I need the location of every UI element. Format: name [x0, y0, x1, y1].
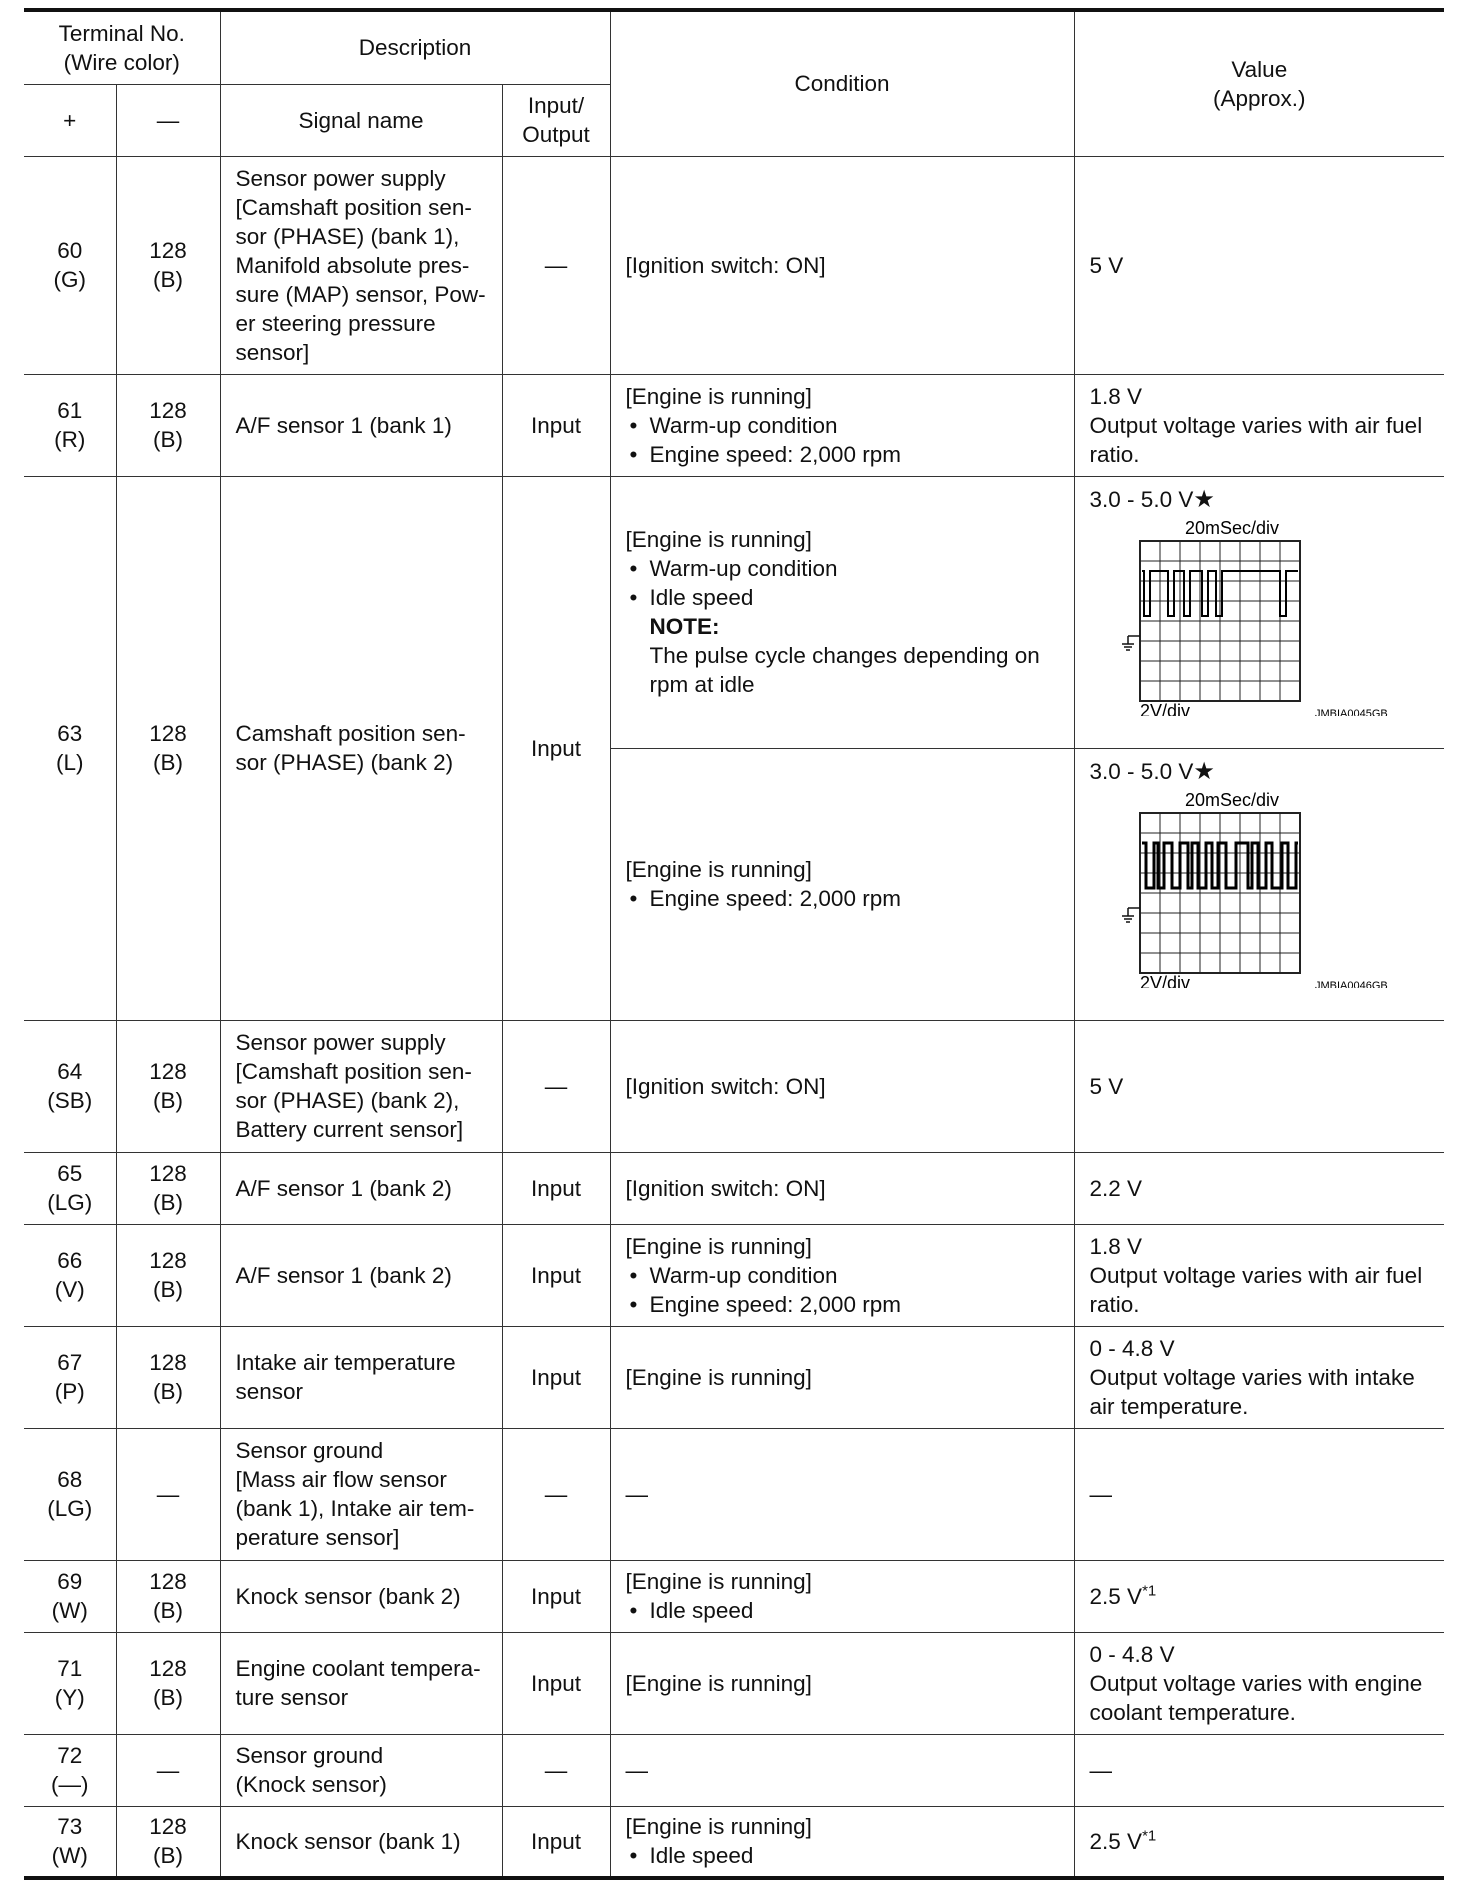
plus-terminal-cell: [24, 156, 116, 374]
plus-terminal-cell-wire-color: (LG): [47, 1190, 93, 1215]
footnote-ref: *1: [1142, 1582, 1157, 1599]
signal-name-cell: [220, 1224, 502, 1326]
plus-terminal-cell-number: 60: [57, 238, 83, 263]
value-cell: [1074, 1428, 1444, 1560]
minus-terminal-cell-wire-color: (B): [153, 1843, 183, 1869]
plus-terminal-cell-number: 72: [57, 1743, 83, 1768]
signal-name-text: A/F sensor 1 (bank 2): [235, 1175, 452, 1201]
minus-terminal-cell-wire-color: (B): [153, 427, 183, 452]
value-cell: [1074, 1224, 1444, 1326]
plus-terminal-cell-wire-color: (V): [54, 1277, 85, 1302]
figure-id: JMBIA0046GB: [1314, 979, 1388, 988]
plus-header: +: [24, 84, 116, 156]
plus-terminal-cell: [24, 1806, 116, 1878]
condition-cell: [610, 1152, 1074, 1224]
plus-terminal-cell-wire-color: (—): [51, 1772, 89, 1797]
input-output-cell: Input: [502, 1560, 610, 1632]
signal-name-cell: [220, 156, 502, 374]
value-main: 3.0 - 5.0 V: [1089, 486, 1194, 512]
value-text: [1090, 1827, 1437, 1856]
minus-terminal-cell: [116, 156, 220, 374]
input-output-cell: —: [502, 1428, 610, 1560]
condition-text: [Engine is running]: [625, 1670, 812, 1696]
time-division-label: 20mSec/div: [1184, 517, 1279, 538]
minus-terminal-cell-number: 128: [149, 1059, 187, 1084]
minus-terminal-cell: [116, 374, 220, 476]
table-row: [24, 1560, 1444, 1632]
value-header: [1074, 10, 1444, 156]
condition-text: [Ignition switch: ON]: [625, 252, 826, 278]
value-main: 2.5 V: [1089, 1583, 1143, 1609]
signal-name-header: Signal name: [220, 84, 502, 156]
signal-name-text: A/F sensor 1 (bank 1): [235, 412, 452, 438]
value-text: 1.8 V: [1089, 383, 1143, 409]
plus-terminal-cell-wire-color: (R): [54, 427, 86, 452]
plus-terminal-cell: [24, 476, 116, 1020]
minus-header: —: [116, 84, 220, 156]
condition-header: Condition: [610, 10, 1074, 156]
star-icon: ★: [1193, 757, 1215, 785]
signal-name-text: Manifold absolute pres-: [235, 252, 470, 278]
condition-bullet: • Engine speed: 2,000 rpm: [626, 1290, 1066, 1319]
signal-name-text: sor (PHASE) (bank 1),: [235, 223, 460, 249]
value-text: Output voltage varies with engine: [1089, 1670, 1423, 1696]
minus-terminal-cell-wire-color: (B): [153, 1190, 183, 1215]
signal-name-cell: [220, 1806, 502, 1878]
input-output-cell: Input: [502, 1806, 610, 1878]
signal-name-text: Camshaft position sen-: [235, 721, 466, 746]
value-cell: [1074, 1632, 1444, 1734]
plus-terminal-cell-wire-color: (G): [53, 267, 86, 292]
waveform-value: [1090, 485, 1435, 514]
value-text: 0 - 4.8 V: [1089, 1335, 1175, 1361]
value-cell: [1074, 1020, 1444, 1152]
value-cell: [1074, 1806, 1444, 1878]
plus-terminal-cell-number: 68: [57, 1467, 83, 1492]
condition-cell: [610, 1560, 1074, 1632]
value-cell: [1074, 374, 1444, 476]
output-label: Output: [522, 122, 590, 147]
condition-heading: [Engine is running]: [625, 1814, 812, 1840]
signal-name-text: [Camshaft position sen-: [235, 194, 472, 220]
star-icon: ★: [1193, 485, 1215, 513]
condition-cell: [610, 1806, 1074, 1878]
minus-terminal-cell-number: 128: [149, 1161, 187, 1186]
condition-heading: [Engine is running]: [625, 1569, 812, 1594]
condition-bullet: • Warm-up condition: [626, 411, 1066, 440]
scope-grid: [1140, 813, 1300, 973]
plus-terminal-cell-number: 64: [57, 1059, 83, 1084]
time-division-label: 20mSec/div: [1184, 789, 1279, 810]
signal-name-cell: [220, 374, 502, 476]
signal-name-text: sensor]: [235, 339, 310, 365]
footnote-ref: *1: [1142, 1827, 1157, 1845]
table-row: [24, 156, 1444, 374]
plus-terminal-cell-number: 67: [57, 1350, 83, 1375]
minus-terminal-cell: [116, 476, 220, 1020]
table-row: [24, 1326, 1444, 1428]
condition-bullet: • Idle speed: [626, 1841, 1066, 1870]
condition-cell: [610, 1734, 1074, 1806]
terminal-spec-sheet: [24, 8, 1444, 1880]
note-text: rpm at idle: [649, 672, 755, 697]
note-label: NOTE:: [649, 614, 720, 639]
minus-terminal-cell-wire-color: (B): [153, 1088, 183, 1113]
input-output-cell: —: [502, 1734, 610, 1806]
condition-text: [Ignition switch: ON]: [625, 1073, 826, 1099]
wire-color-label: (Wire color): [63, 49, 180, 75]
condition-cell: [610, 374, 1074, 476]
plus-terminal-cell-number: 63: [57, 721, 83, 746]
signal-name-text: (bank 1), Intake air tem-: [235, 1496, 475, 1521]
signal-name-cell: [220, 1560, 502, 1632]
plus-terminal-cell: [24, 374, 116, 476]
signal-name-text: Knock sensor (bank 2): [235, 1583, 461, 1609]
minus-terminal-cell: [116, 1224, 220, 1326]
condition-heading: [Engine is running]: [625, 857, 812, 882]
minus-terminal-cell: [116, 1560, 220, 1632]
table-row: [24, 374, 1444, 476]
signal-name-text: perature sensor]: [235, 1525, 400, 1550]
value-text: 2.2 V: [1089, 1175, 1143, 1201]
value-text: Output voltage varies with air fuel: [1089, 412, 1423, 438]
condition-text: [Engine is running]: [625, 1364, 812, 1390]
condition-cell: [610, 476, 1074, 748]
plus-terminal-cell: [24, 1560, 116, 1632]
condition-bullet: • Engine speed: 2,000 rpm: [626, 440, 1066, 469]
minus-terminal-cell-wire-color: (B): [153, 267, 183, 292]
minus-terminal-cell-number: 128: [149, 1350, 187, 1375]
value-text: air temperature.: [1089, 1393, 1249, 1419]
input-output-cell: Input: [502, 1224, 610, 1326]
input-output-cell: Input: [502, 476, 610, 1020]
header-row-1: [24, 10, 1444, 84]
table-row: [24, 1632, 1444, 1734]
condition-cell: [610, 1020, 1074, 1152]
plus-terminal-cell: [24, 1734, 116, 1806]
terminal-spec-table: [24, 8, 1444, 1880]
condition-cell: [610, 1326, 1074, 1428]
minus-terminal-cell: [116, 1152, 220, 1224]
plus-terminal-cell-wire-color: (LG): [47, 1496, 93, 1521]
minus-terminal-cell: [116, 1632, 220, 1734]
plus-terminal-cell: [24, 1152, 116, 1224]
signal-name-text: (Knock sensor): [235, 1772, 387, 1797]
plus-terminal-cell: [24, 1632, 116, 1734]
input-output-cell: Input: [502, 1632, 610, 1734]
signal-name-cell: [220, 476, 502, 1020]
plus-terminal-cell: [24, 1020, 116, 1152]
scope-grid: [1140, 541, 1300, 701]
note-text: The pulse cycle changes depending on: [649, 643, 1040, 668]
plus-terminal-cell-number: 61: [57, 398, 83, 423]
minus-terminal-cell-number: 128: [149, 1656, 187, 1681]
ground-icon: [1122, 908, 1140, 922]
waveform-figure-1: [1090, 788, 1435, 988]
minus-terminal-cell-number: 128: [149, 1814, 187, 1840]
value-main: 2.5 V: [1089, 1828, 1143, 1854]
value-text: [1090, 1582, 1437, 1611]
minus-terminal-cell-number: 128: [149, 398, 187, 423]
waveform-value: [1090, 757, 1435, 786]
value-cell: [1074, 156, 1444, 374]
condition-text: —: [625, 1757, 649, 1783]
value-text: 0 - 4.8 V: [1089, 1641, 1175, 1667]
condition-heading: [Engine is running]: [625, 1233, 812, 1259]
signal-name-text: Sensor ground: [235, 1743, 384, 1768]
table-row: [24, 1224, 1444, 1326]
signal-name-text: A/F sensor 1 (bank 2): [235, 1262, 452, 1288]
plus-terminal-cell: [24, 1224, 116, 1326]
value-text: 5 V: [1089, 252, 1124, 278]
terminal-no-header: [24, 10, 220, 84]
plus-terminal-cell: [24, 1428, 116, 1560]
signal-name-text: er steering pressure: [235, 310, 436, 336]
table-row: [24, 1020, 1444, 1152]
signal-name-text: Sensor power supply: [235, 1030, 446, 1055]
plus-terminal-cell-wire-color: (SB): [47, 1088, 93, 1113]
input-output-cell: —: [502, 156, 610, 374]
minus-terminal-cell-wire-color: (B): [153, 1685, 183, 1710]
signal-name-text: Battery current sensor]: [235, 1117, 464, 1142]
signal-name-text: Sensor power supply: [235, 165, 446, 191]
description-header: Description: [220, 10, 610, 84]
condition-cell: [610, 748, 1074, 1020]
table-row: [24, 1806, 1444, 1878]
input-output-cell: Input: [502, 374, 610, 476]
condition-bullet: • Idle speed: [626, 1596, 1066, 1625]
waveform-figure-0: [1090, 516, 1435, 716]
value-cell: [1074, 1326, 1444, 1428]
voltage-division-label: 2V/div: [1139, 972, 1190, 988]
minus-terminal-cell-number: 128: [149, 238, 187, 263]
input-output-cell: Input: [502, 1152, 610, 1224]
condition-bullet: • Warm-up condition: [626, 1261, 1066, 1290]
condition-bullet: • Engine speed: 2,000 rpm: [626, 884, 1066, 913]
minus-terminal-cell: [116, 1806, 220, 1878]
signal-name-text: Sensor ground: [235, 1438, 384, 1463]
value-text: coolant temperature.: [1089, 1699, 1296, 1725]
approx-label: (Approx.): [1213, 85, 1306, 111]
spec-table-body: [24, 156, 1444, 1878]
condition-text: [Ignition switch: ON]: [625, 1175, 826, 1201]
signal-name-cell: [220, 1734, 502, 1806]
plus-terminal-cell-number: 66: [57, 1248, 83, 1273]
signal-name-cell: [220, 1020, 502, 1152]
minus-terminal-cell: [116, 1428, 220, 1560]
value-cell: [1074, 1152, 1444, 1224]
input-output-cell: —: [502, 1020, 610, 1152]
plus-terminal-cell-wire-color: (P): [54, 1379, 85, 1404]
condition-cell: [610, 156, 1074, 374]
plus-terminal-cell-number: 65: [57, 1161, 83, 1186]
minus-terminal-cell-wire-color: (B): [153, 1598, 183, 1623]
value-text: —: [1089, 1757, 1113, 1783]
minus-terminal-cell-number: 128: [149, 1248, 187, 1273]
value-text: 5 V: [1089, 1073, 1124, 1099]
signal-name-text: sor (PHASE) (bank 2),: [235, 1088, 460, 1113]
signal-name-text: Knock sensor (bank 1): [235, 1828, 461, 1854]
signal-name-text: Engine coolant tempera-: [235, 1656, 481, 1681]
minus-terminal-cell-wire-color: (B): [153, 750, 183, 775]
plus-terminal-cell-number: 69: [57, 1569, 83, 1594]
minus-terminal-cell: [116, 1734, 220, 1806]
minus-terminal-cell-number: —: [156, 1757, 180, 1783]
minus-terminal-cell-number: 128: [149, 1569, 187, 1594]
minus-terminal-cell-number: 128: [149, 721, 187, 746]
signal-name-text: sor (PHASE) (bank 2): [235, 750, 454, 775]
plus-terminal-cell-number: 71: [57, 1656, 83, 1681]
table-row: [24, 1734, 1444, 1806]
signal-name-cell: [220, 1428, 502, 1560]
signal-name-cell: [220, 1326, 502, 1428]
value-cell: [1074, 1734, 1444, 1806]
condition-bullet: • Warm-up condition: [626, 554, 1066, 583]
plus-terminal-cell-wire-color: (W): [51, 1843, 88, 1869]
table-row: [24, 1428, 1444, 1560]
plus-terminal-cell-wire-color: (Y): [54, 1685, 85, 1710]
condition-bullet: • Idle speed: [626, 583, 1066, 612]
table-row: [24, 1152, 1444, 1224]
plus-terminal-cell-wire-color: (W): [51, 1598, 88, 1623]
signal-name-text: [Camshaft position sen-: [235, 1059, 472, 1084]
value-text: —: [1089, 1481, 1113, 1507]
ground-icon: [1122, 636, 1140, 650]
value-text: ratio.: [1089, 1291, 1140, 1317]
plus-terminal-cell: [24, 1326, 116, 1428]
condition-cell: [610, 1428, 1074, 1560]
value-label: Value: [1231, 56, 1288, 82]
signal-name-cell: [220, 1152, 502, 1224]
signal-name-text: [Mass air flow sensor: [235, 1467, 447, 1492]
value-cell-waveform: [1074, 748, 1444, 1020]
condition-text: —: [625, 1481, 649, 1507]
minus-terminal-cell-wire-color: (B): [153, 1277, 183, 1302]
figure-id: JMBIA0045GB: [1314, 707, 1388, 716]
value-text: Output voltage varies with air fuel: [1089, 1262, 1423, 1288]
signal-name-text: Intake air temperature: [235, 1350, 456, 1375]
input-output-header: [502, 84, 610, 156]
table-row: [24, 476, 1444, 748]
minus-terminal-cell: [116, 1326, 220, 1428]
value-cell-waveform: [1074, 476, 1444, 748]
terminal-no-label: Terminal No.: [58, 20, 185, 46]
minus-terminal-cell: [116, 1020, 220, 1152]
value-main: 3.0 - 5.0 V: [1089, 758, 1194, 784]
condition-cell: [610, 1224, 1074, 1326]
value-text: ratio.: [1089, 441, 1140, 467]
signal-name-text: ture sensor: [235, 1685, 349, 1710]
plus-terminal-cell-wire-color: (L): [56, 750, 84, 775]
minus-terminal-cell-number: —: [156, 1481, 180, 1507]
condition-heading: [Engine is running]: [625, 383, 812, 409]
signal-name-text: sure (MAP) sensor, Pow-: [235, 281, 486, 307]
input-label: Input/: [527, 93, 585, 118]
value-text: 1.8 V: [1089, 1233, 1143, 1259]
condition-cell: [610, 1632, 1074, 1734]
condition-heading: [Engine is running]: [625, 527, 812, 552]
voltage-division-label: 2V/div: [1139, 700, 1190, 716]
value-text: Output voltage varies with intake: [1089, 1364, 1415, 1390]
plus-terminal-cell-number: 73: [57, 1814, 83, 1840]
minus-terminal-cell-wire-color: (B): [153, 1379, 183, 1404]
input-output-cell: Input: [502, 1326, 610, 1428]
value-cell: [1074, 1560, 1444, 1632]
signal-name-text: sensor: [235, 1379, 304, 1404]
signal-name-cell: [220, 1632, 502, 1734]
